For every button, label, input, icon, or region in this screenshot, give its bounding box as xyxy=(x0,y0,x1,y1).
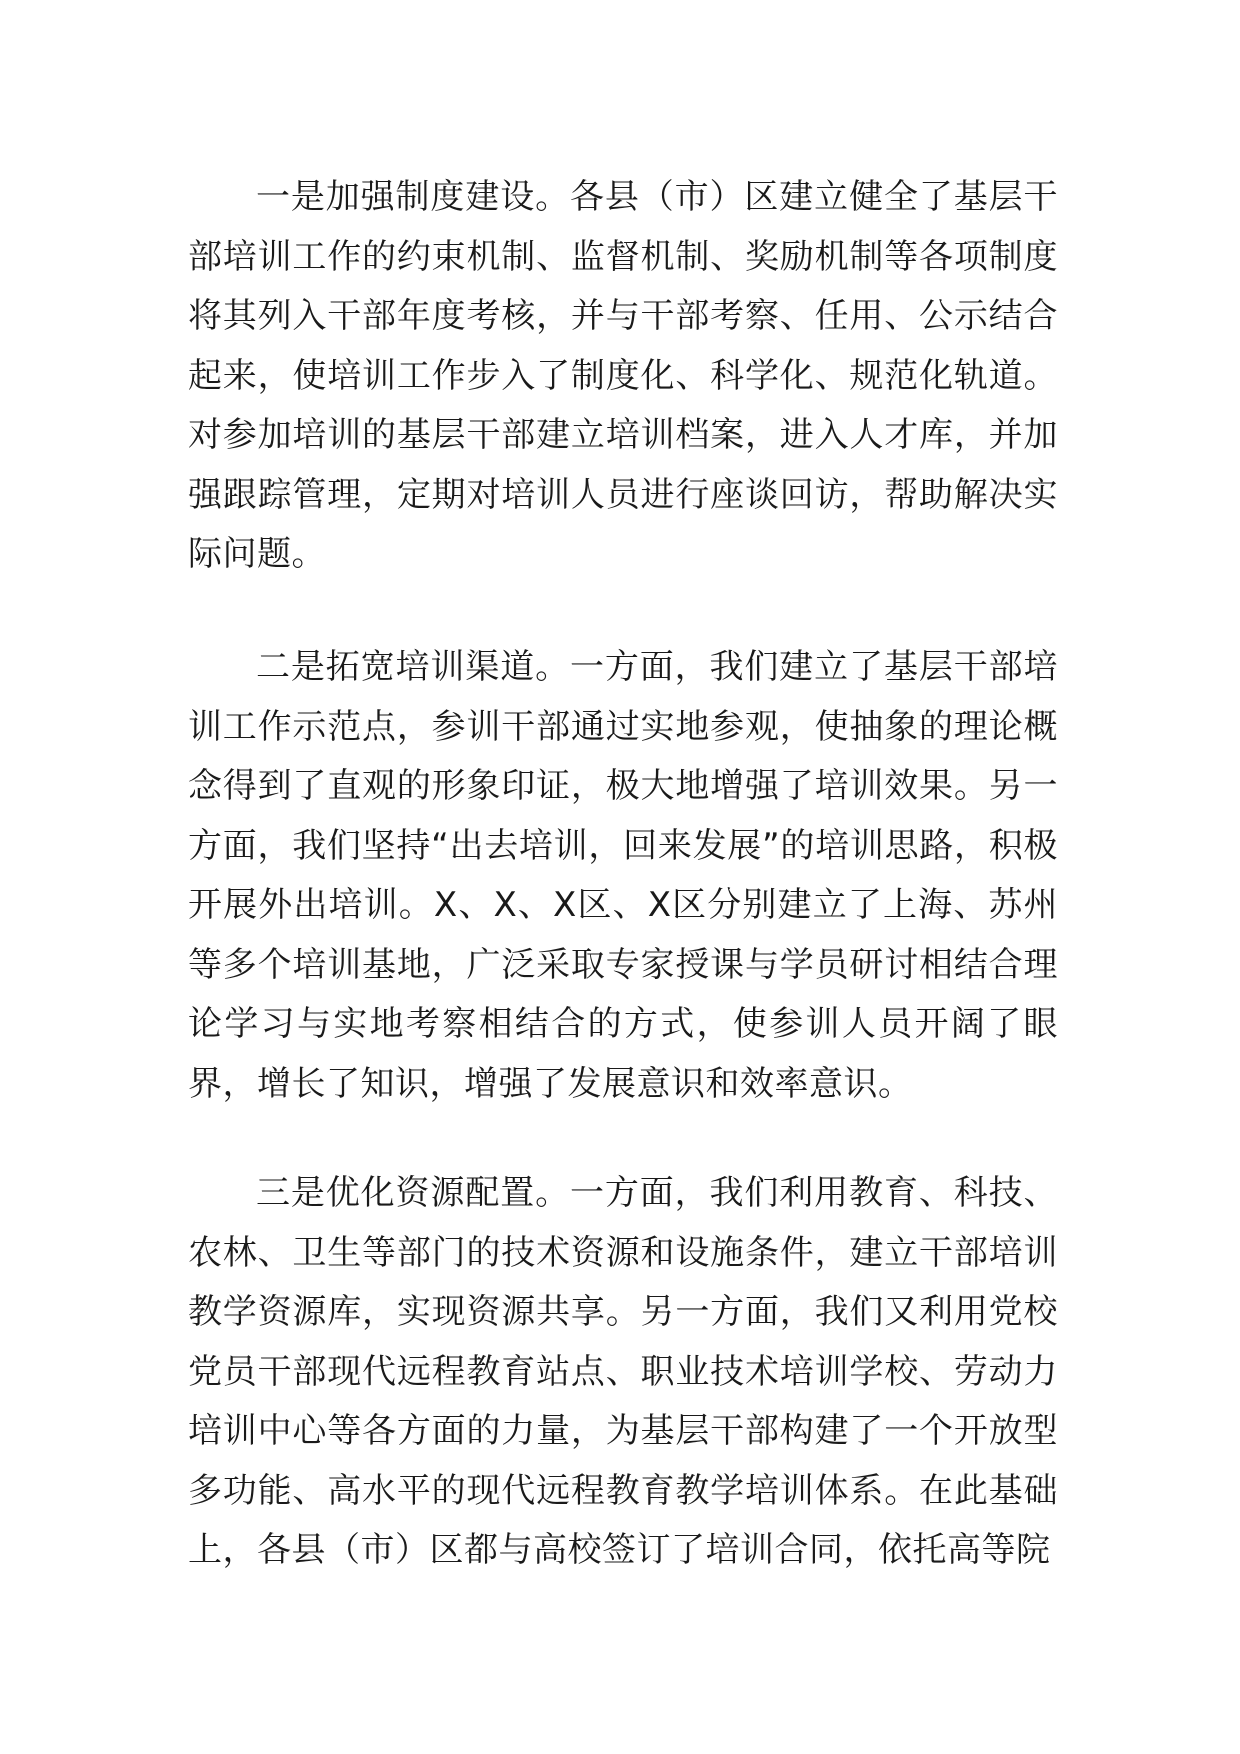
paragraph-institutional-building: 一是加强制度建设。各县（市）区建立健全了基层干部培训工作的约束机制、监督机制、奖励机制等各项制度将其列入干部年度考核，并与干部考察、任用、公示结合起来，使培训工作步入了制度化、科学化、规范化轨道。对参加培训的基层干部建立培训档案，进入人才库，并加强跟踪管理，定期对培训人员进行座谈回访，帮助解决实际问题。 xyxy=(188,177,1058,574)
paragraph-resource-allocation: 三是优化资源配置。一方面，我们利用教育、科技、农林、卫生等部门的技术资源和设施条件，建立干部培训教学资源库，实现资源共享。另一方面，我们又利用党校党员干部现代远程教育站点、职业技术培训学校、劳动力培训中心等各方面的力量，为基层干部构建了一个开放型多功能、高水平的现代远程教育教学培训体系。在此基础上，各县（市）区都与高校签订了培训合同，依托高等院 xyxy=(188,1173,1058,1570)
paragraph-training-channels: 二是拓宽培训渠道。一方面，我们建立了基层干部培训工作示范点，参训干部通过实地参观，使抽象的理论概念得到了直观的形象印证，极大地增强了培训效果。另一方面，我们坚持“出去培训，回来发展”的培训思路，积极开展外出培训。X、X、X区、X区分别建立了上海、苏州等多个培训基地，广泛采取专家授课与学员研讨相结合理论学习与实地考察相结合的方式，使参训人员开阔了眼界，增长了知识，增强了发展意识和效率意识。 xyxy=(188,647,1058,1104)
